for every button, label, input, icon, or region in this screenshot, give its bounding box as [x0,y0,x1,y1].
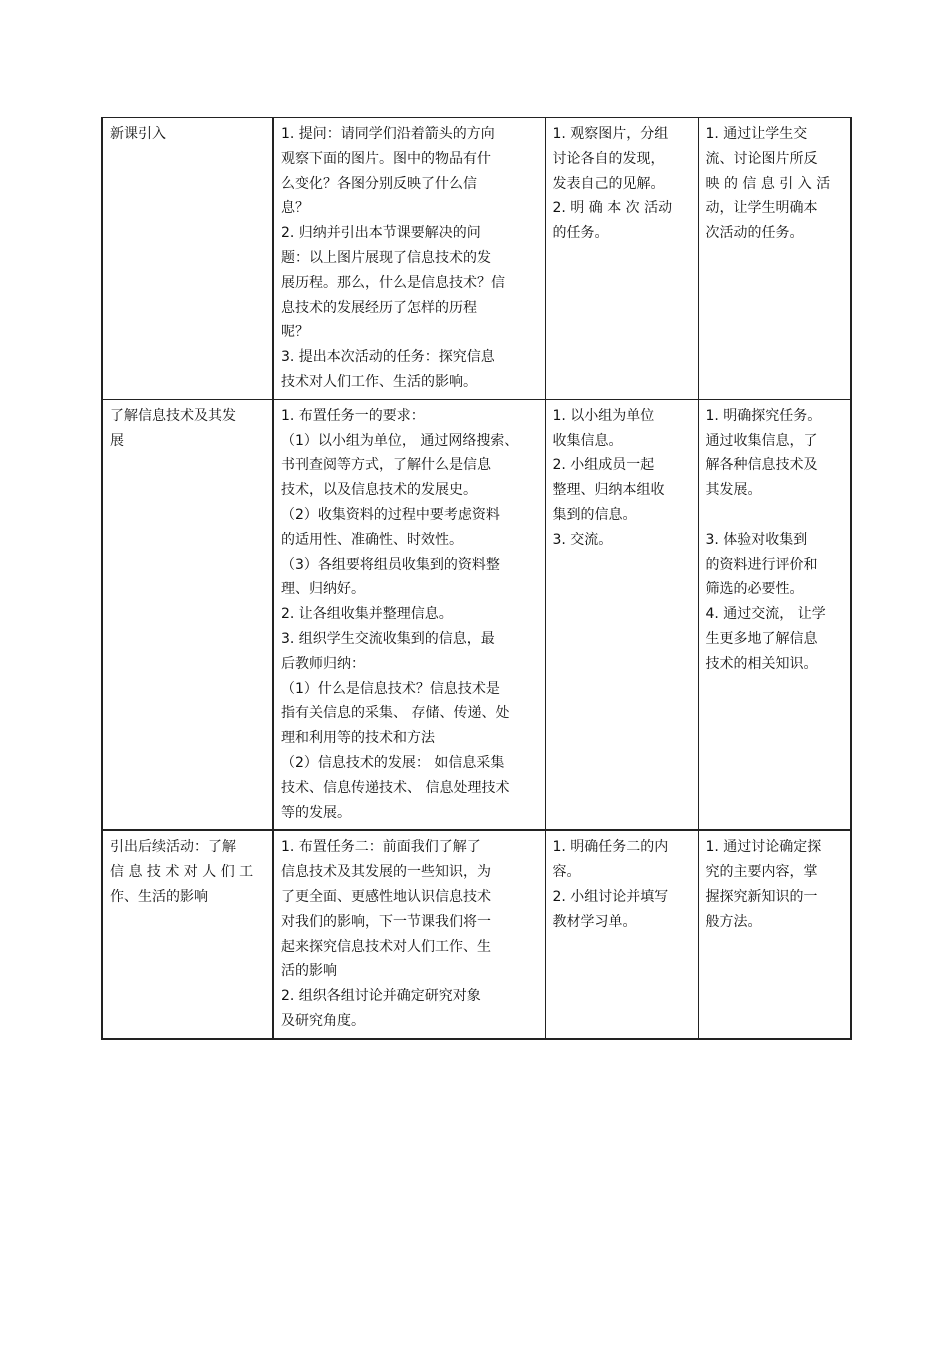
cell-line: 作、生活的影响 [110,888,208,905]
cell-line: 2. 小组讨论并填写 [552,888,669,905]
cell-line: 后教师归纳： [281,655,365,672]
cell-line: 流、讨论图片所反 [705,150,818,167]
teacher-activity-cell [273,118,545,400]
cell-line: 3. 体验对收集到 [705,531,808,548]
table-row [102,399,851,830]
cell-line: 的资料进行评价和 [705,556,818,573]
cell-line: 指有关信息的采集、 存储、传递、处 [281,705,510,722]
cell-line: 教材学习单。 [552,913,637,930]
cell-line: 题：以上图片展现了信息技术的发 [281,249,491,266]
cell-line: 解各种信息技术及 [705,457,818,474]
cell-line: 3. 提出本次活动的任务：探究信息 [281,349,495,366]
stage-cell [102,118,273,400]
lesson-plan-table [101,117,852,1040]
cell-line: 生更多地了解信息 [705,630,818,647]
cell-line: 1. 明确任务二的内 [552,839,669,856]
cell-line: 动，让学生明确本 [705,200,818,217]
cell-line: 呢？ [281,324,309,341]
cell-line: （3）各组要将组员收集到的资料整 [281,556,500,573]
cell-line: 3. 交流。 [552,531,613,548]
cell-line: 映 的 信 息 引 入 活 [705,175,831,192]
teacher-activity-cell [273,830,545,1038]
cell-line: 的适用性、准确性、时效性。 [281,531,463,548]
cell-line: 信息技术及其发展的一些知识，为 [281,864,491,881]
cell-line: 展历程。那么，什么是信息技术？信 [281,274,505,291]
cell-line: 集到的信息。 [552,506,637,523]
cell-line: 新课引入 [110,126,166,142]
cell-line: 2. 小组成员一起 [552,457,655,474]
cell-line: 技术，以及信息技术的发展史。 [281,482,477,499]
cell-line [706,503,844,528]
cell-line: 了解信息技术及其发 [110,407,236,424]
cell-line: 引出后续活动：了解 [110,839,236,856]
cell-line: （2）信息技术的发展： 如信息采集 [281,754,505,771]
cell-line: 握探究新知识的一 [705,888,818,905]
cell-line: 1. 以小组为单位 [552,407,655,424]
cell-line: 2. 组织各组讨论并确定研究对象 [281,988,481,1005]
cell-line: 息技术的发展经历了怎样的历程 [281,299,477,316]
design-purpose-cell [698,399,851,830]
cell-line: 息？ [281,200,309,217]
cell-line: 1. 观察图片，分组 [552,126,669,142]
cell-line: 通过收集信息，了 [705,432,818,449]
cell-line: 2. 明 确 本 次 活动 [552,200,673,217]
cell-line: 4. 通过交流， 让学 [705,606,826,623]
cell-line: （1）以小组为单位， 通过网络搜索、 [281,432,519,449]
cell-line: 活的影响 [281,963,337,980]
cell-line: （2）收集资料的过程中要考虑资料 [281,506,500,523]
cell-line: 筛选的必要性。 [705,581,804,598]
cell-line: 展 [110,432,124,449]
cell-line: 容。 [552,864,581,881]
cell-line: 2. 让各组收集并整理信息。 [281,606,453,623]
cell-line: 1. 通过让学生交 [705,126,808,142]
student-activity-cell [545,830,698,1038]
cell-line: 讨论各自的发现， [552,150,665,167]
cell-line: 书刊查阅等方式，了解什么是信息 [281,457,491,474]
cell-line: 2. 归纳并引出本节课要解决的问 [281,225,481,242]
design-purpose-cell [698,118,851,400]
cell-line: 1. 明确探究任务。 [705,407,822,424]
cell-line: 整理、归纳本组收 [552,482,665,499]
cell-line: 收集信息。 [552,432,623,449]
cell-line: 1. 布置任务二：前面我们了解了 [281,839,481,856]
cell-line: 技术对人们工作、生活的影响。 [281,373,477,390]
table-row [102,830,851,1038]
cell-line: 起来探究信息技术对人们工作、生 [281,938,491,955]
design-purpose-cell [698,830,851,1038]
lesson-plan-table-body [102,118,851,1039]
cell-line: 般方法。 [705,913,762,930]
cell-line: 技术的相关知识。 [705,655,818,672]
cell-line: 等的发展。 [281,804,351,821]
cell-line: 信 息 技 术 对 人 们 工 [110,864,254,881]
cell-line: 3. 组织学生交流收集到的信息，最 [281,630,495,647]
cell-line: 及研究角度。 [281,1012,365,1029]
cell-line: 1. 布置任务一的要求： [281,407,425,424]
cell-line: 1. 提问：请同学们沿着箭头的方向 [281,126,495,142]
table-row [102,118,851,400]
cell-line: 其发展。 [705,482,762,499]
cell-line: 的任务。 [552,225,609,242]
cell-line: 1. 通过讨论确定探 [705,839,822,856]
cell-line: 理和利用等的技术和方法 [281,730,435,747]
cell-line: 了更全面、更感性地认识信息技术 [281,888,491,905]
student-activity-cell [545,118,698,400]
cell-line: 技术、信息传递技术、 信息处理技术 [281,779,510,796]
cell-line: 次活动的任务。 [705,225,804,242]
cell-line: 发表自己的见解。 [552,175,665,192]
cell-line: （1）什么是信息技术？信息技术是 [281,680,500,697]
student-activity-cell [545,399,698,830]
teacher-activity-cell [273,399,545,830]
cell-line: 观察下面的图片。图中的物品有什 [281,150,491,167]
cell-line: 对我们的影响，下一节课我们将一 [281,913,491,930]
cell-line: 理、归纳好。 [281,581,365,598]
stage-cell [102,830,273,1038]
cell-line: 究的主要内容，掌 [705,864,818,881]
stage-cell [102,399,273,830]
cell-line: 么变化？各图分别反映了什么信 [281,175,477,192]
